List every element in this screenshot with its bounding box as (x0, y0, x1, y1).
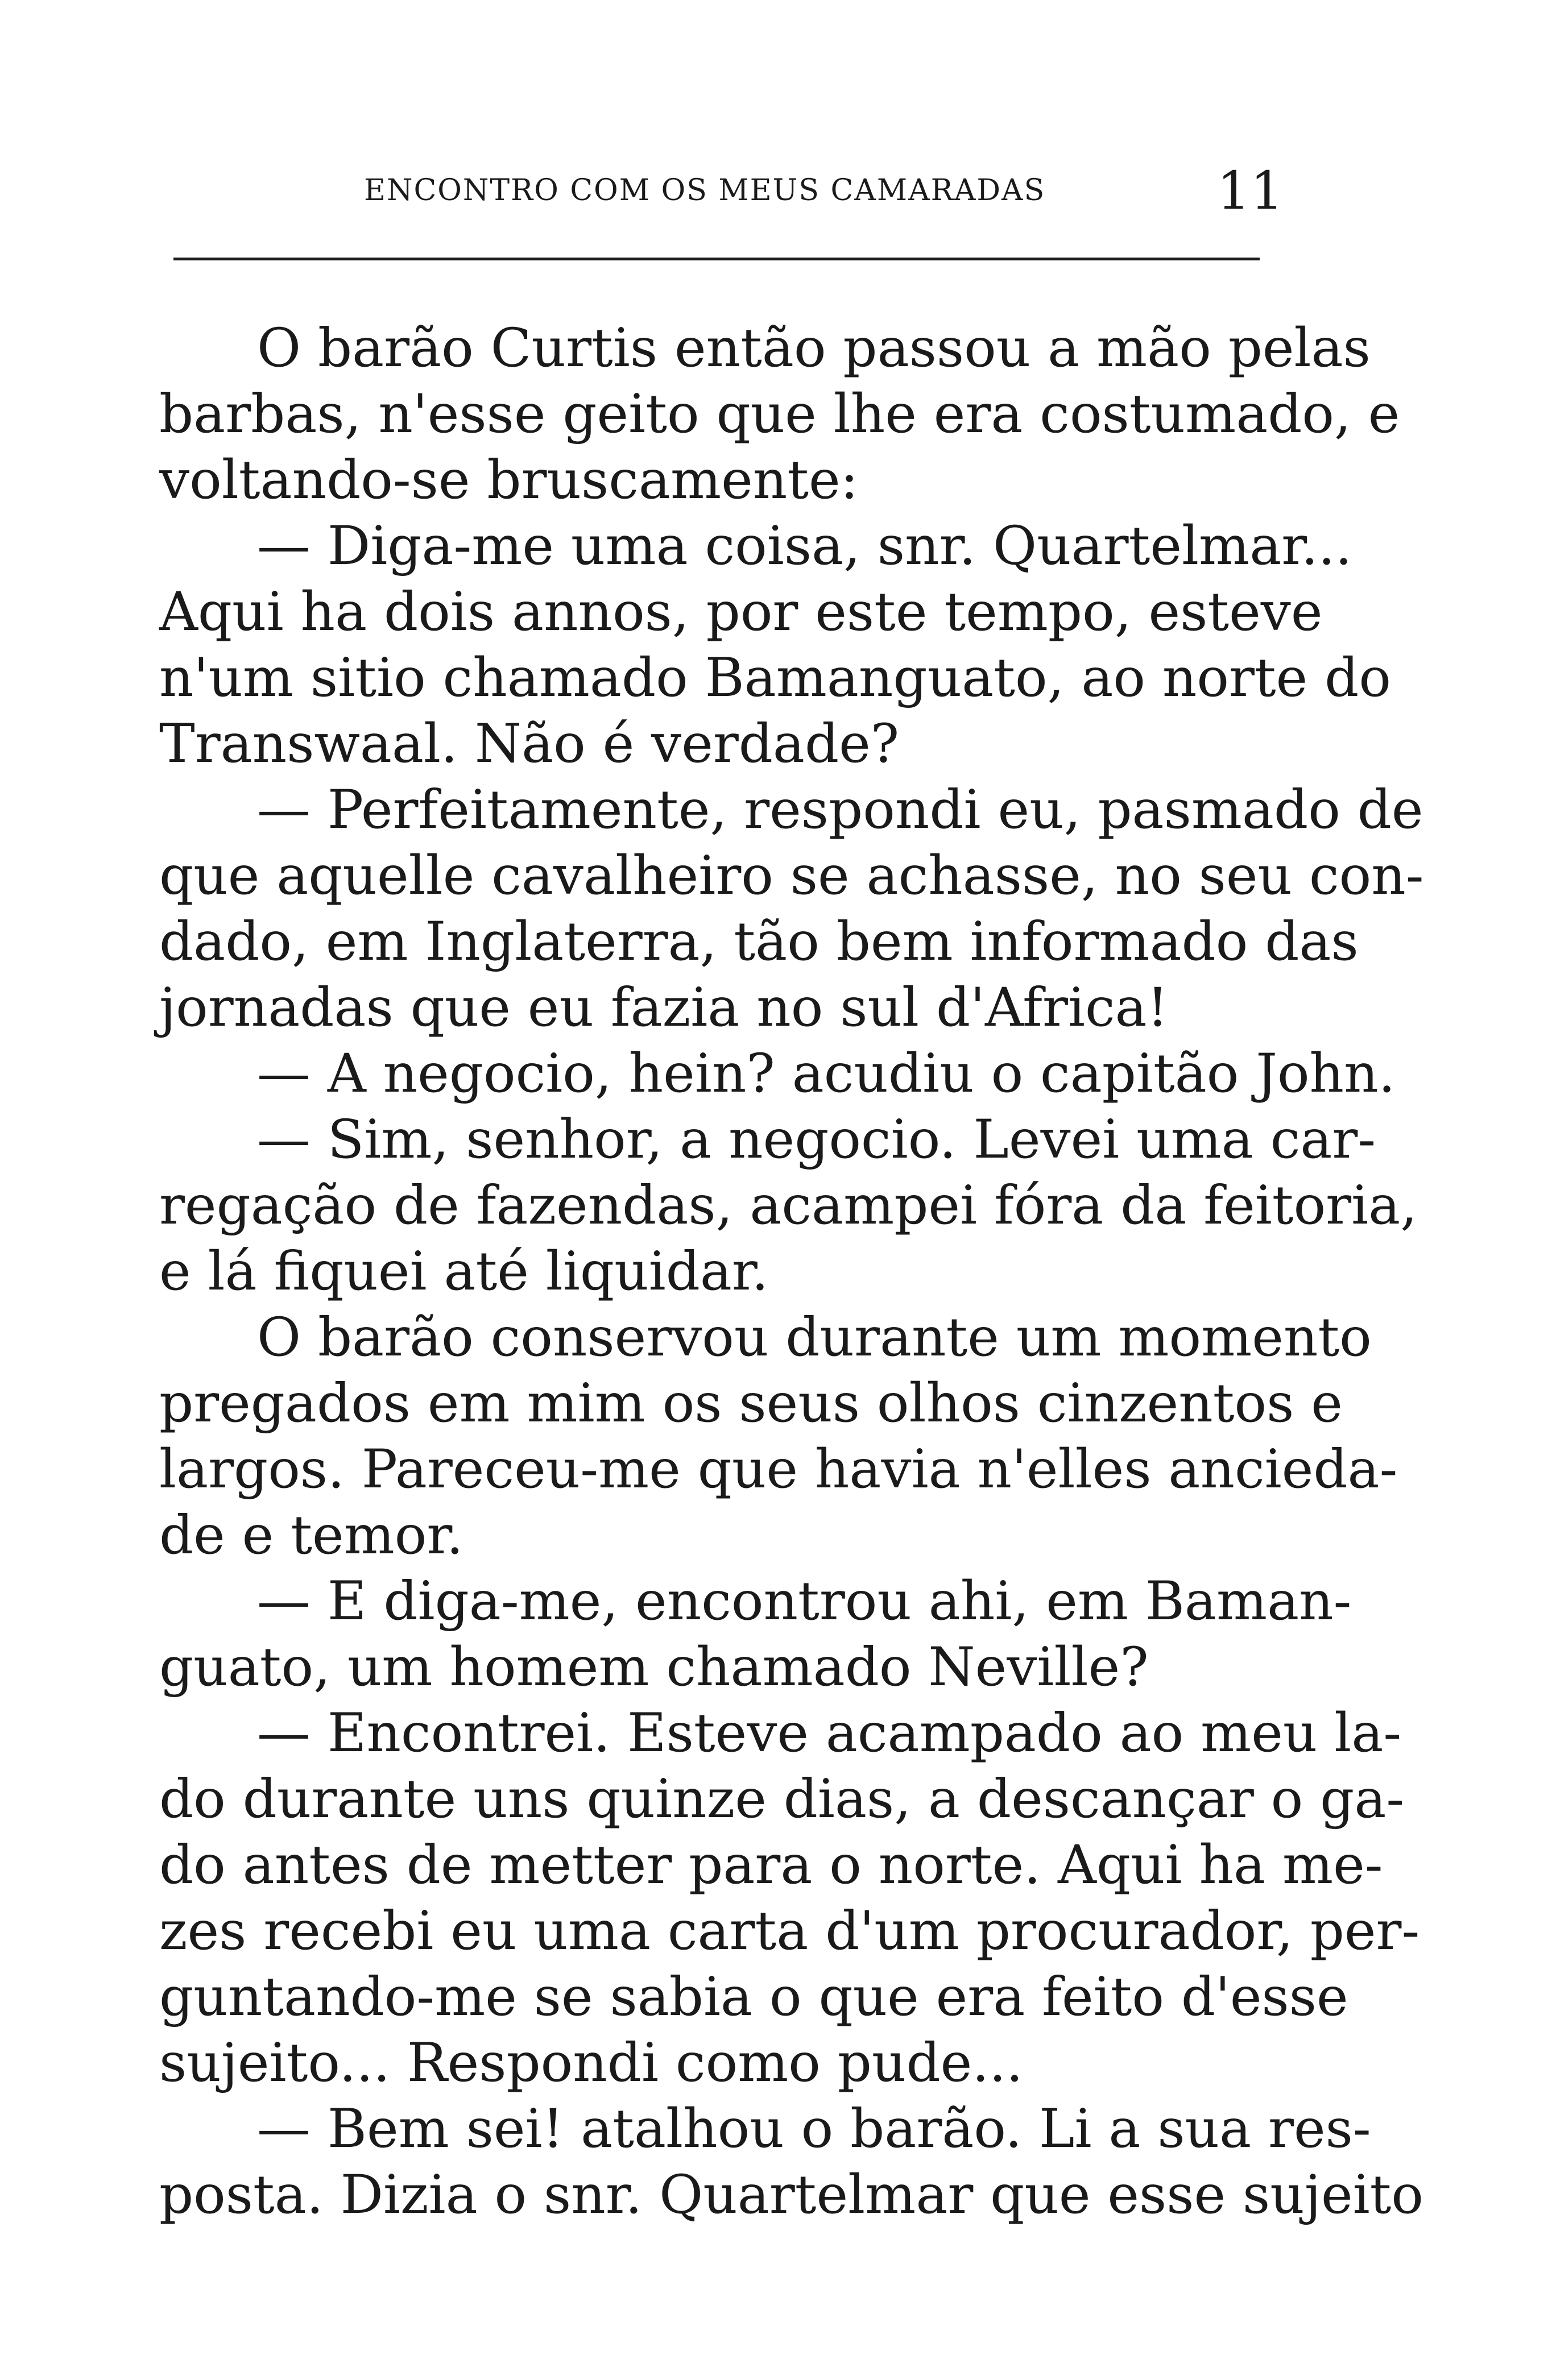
text-line: — Encontrei. Esteve acampado ao meu la- (257, 1702, 1402, 1764)
text-line: n'um sitio chamado Bamanguato, ao norte do (159, 647, 1391, 709)
text-line: sujeito... Respondi como pude... (159, 2032, 1023, 2094)
text-line: voltando-se bruscamente: (159, 449, 859, 511)
header-rule (173, 258, 1260, 260)
text-line: dado, em Inglaterra, tão bem informado das (159, 911, 1359, 973)
text-line: do durante uns quinze dias, a descançar o ga- (159, 1768, 1405, 1830)
text-line: regação de fazendas, acampei fóra da feitoria, (159, 1175, 1418, 1237)
text-line: — Bem sei! atalhou o barão. Li a sua res- (257, 2098, 1371, 2160)
text-line: zes recebi eu uma carta d'um procurador, per- (159, 1900, 1420, 1962)
text-line: posta. Dizia o snr. Quartelmar que esse sujeito (159, 2164, 1423, 2226)
text-line: — Diga-me uma coisa, snr. Quartelmar... (257, 515, 1352, 577)
body-text (159, 316, 1424, 2228)
text-line: guato, um homem chamado Neville? (159, 1636, 1149, 1698)
text-line: — Perfeitamente, respondi eu, pasmado de (257, 779, 1423, 841)
text-line: Transwaal. Não é verdade? (159, 713, 900, 775)
text-line: Aqui ha dois annos, por este tempo, esteve (159, 581, 1323, 643)
text-line: que aquelle cavalheiro se achasse, no seu con- (159, 845, 1424, 907)
text-line: barbas, n'esse geito que lhe era costumado, e (159, 383, 1400, 445)
text-line: largos. Pareceu-me que havia n'elles ancieda- (159, 1438, 1398, 1500)
text-line: guntando-me se sabia o que era feito d'esse (159, 1966, 1348, 2028)
text-line: O barão Curtis então passou a mão pelas (257, 317, 1371, 379)
text-line: do antes de metter para o norte. Aqui ha me- (159, 1834, 1383, 1896)
text-line: e lá fiquei até liquidar. (159, 1241, 769, 1303)
page-number: 11 (1217, 160, 1284, 221)
text-line: — Sim, senhor, a negocio. Levei uma car- (257, 1109, 1376, 1171)
text-line: — E diga-me, encontrou ahi, em Baman- (257, 1570, 1352, 1632)
running-title: ENCONTRO COM OS MEUS CAMARADAS (364, 173, 1046, 208)
text-line: O barão conservou durante um momento (257, 1307, 1372, 1369)
text-line: jornadas que eu fazia no sul d'Africa! (159, 977, 1169, 1039)
text-line: de e temor. (159, 1504, 463, 1566)
text-line: pregados em mim os seus olhos cinzentos e (159, 1373, 1343, 1434)
text-line: — A negocio, hein? acudiu o capitão John. (257, 1043, 1396, 1105)
